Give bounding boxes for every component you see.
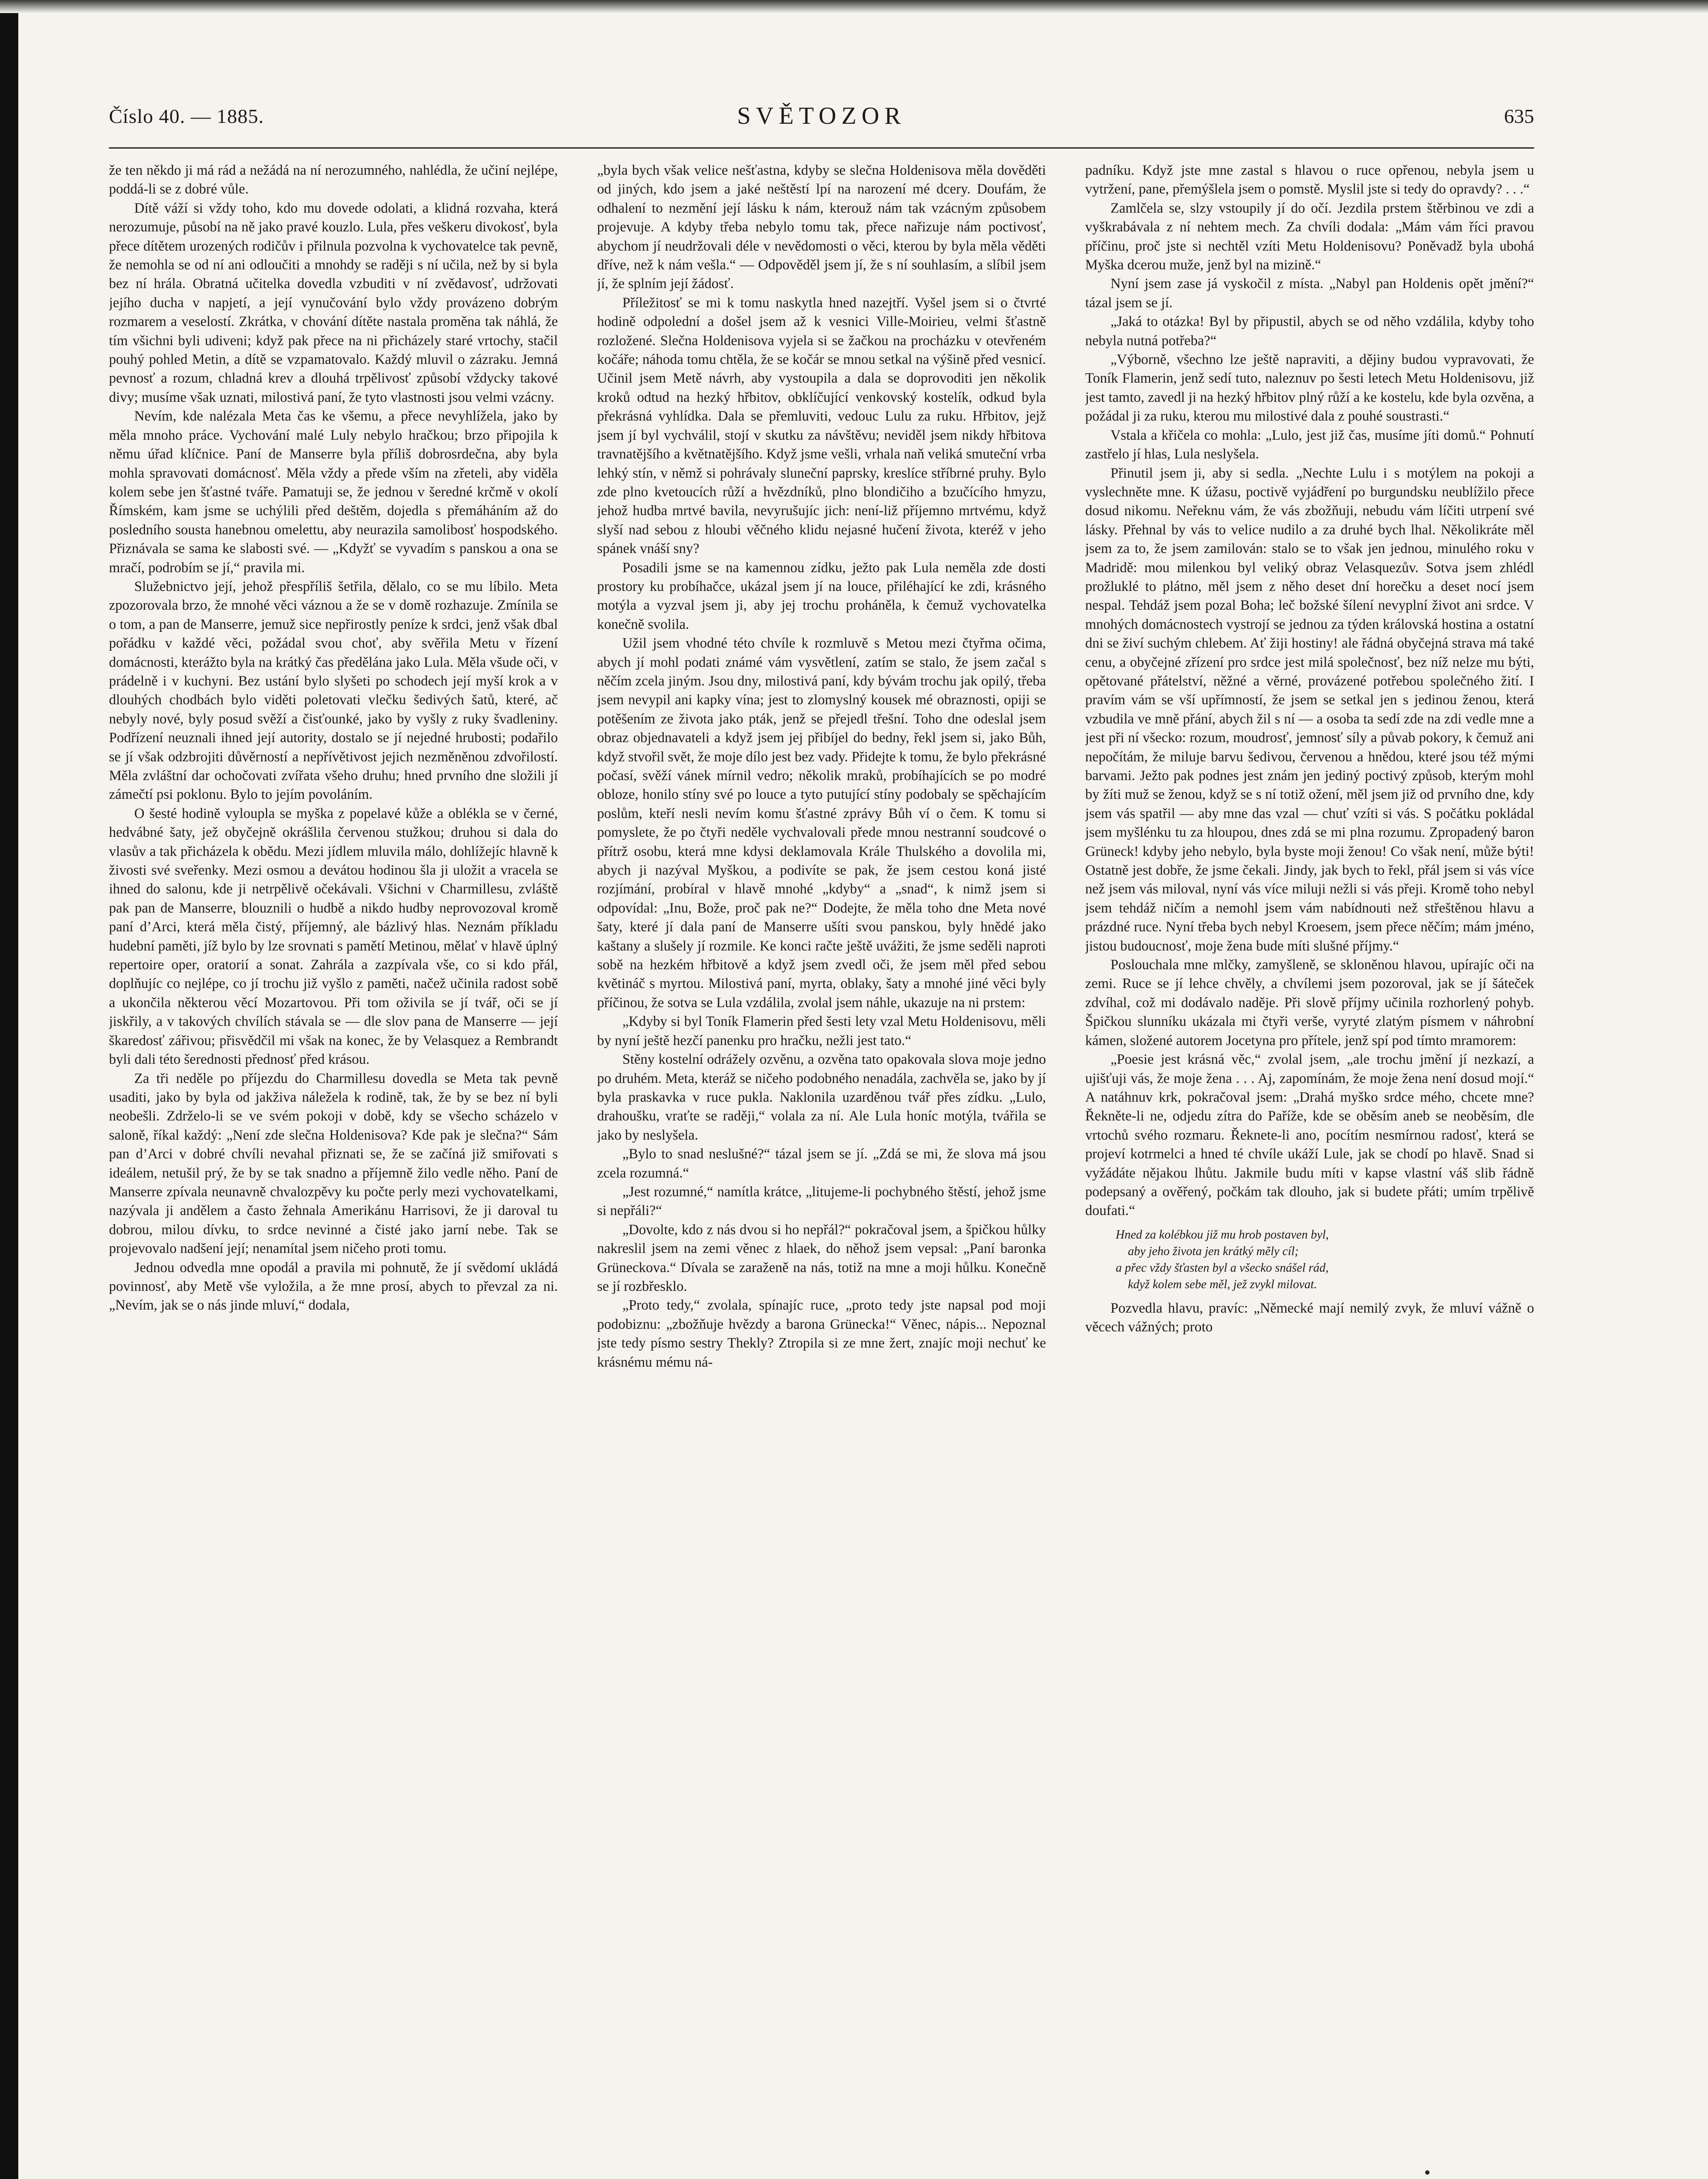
column-2 [597, 161, 1046, 2179]
issue-number: Číslo 40. — 1885. [109, 105, 264, 127]
paragraph: Stěny kostelní odrážely ozvěnu, a ozvěna tato opakovala slova moje jedno po druhém. Meta, kteráž se ničeho podobného nenadála, zachvěla se, jako by jí byla praskavka v ruce pukla. Naklonila uzarděnou tvář přes zídku. „Lulo, drahoušku, vraťte se raději,“ volala za ní. Ale Lula honíc motýla, tvářila se jako by neslyšela. [597, 1052, 1046, 1143]
magazine-title: SVĚTOZOR [737, 102, 906, 129]
paragraph: Posadili jsme se na kamennou zídku, ježto pak Lula neměla zde dosti prostory ku probíhačce, ukázal jsem jí na louce, přiléhající ke zdi, krásného motýla a vyzval jsem ji, aby jej trochu proháněla, k čemuž vychovatelka konečně svolila. [597, 560, 1046, 632]
page-number: 635 [1504, 105, 1534, 127]
paragraph: Vstala a křičela co mohla: „Lulo, jest již čas, musíme jíti domů.“ Pohnutí zastřelo jí hlas, Lula neslyšela. [1085, 427, 1534, 462]
column-1 [109, 161, 558, 2179]
page-header [109, 102, 1534, 139]
paragraph: Poslouchala mne mlčky, zamyšleně, se skloněnou hlavou, upírajíc oči na zemi. Ruce se jí lehce chvěly, a chvílemi jsem pozoroval, jak se jí šáteček zdvíhal, což mi dodávalo naděje. Při slově příjmy učinila rozhorlený pohyb. Špičkou slunníku ukázala mi čtyři verše, vyryté zlatým písmem v náhrobní kámen, složené autorem Jocetyna pro přítele, jenž spí pod tímto mramorem: [1085, 957, 1534, 1049]
paragraph: „Bylo to snad neslušné?“ tázal jsem se jí. „Zdá se mi, že slova má jsou zcela rozumná.“ [597, 1146, 1046, 1181]
article-body [109, 161, 1534, 2179]
paragraph: „Výborně, všechno lze ještě napraviti, a dějiny budou vypravovati, že Toník Flamerin, jenž sedí tuto, naleznuv po šesti letech Metu Holdenisovu, již jest tamto, zavedl ji na hezký hřbitov plný růží a ke kostelu, kde byla ozvěna, a požádal ji za ruku, kterou mu milostivé dala z pouhé soustrasti.“ [1085, 352, 1534, 424]
print-speck [1425, 2170, 1430, 2175]
paragraph: Jednou odvedla mne opodál a pravila mi pohnutě, že jí svědomí ukládá povinnosť, aby Metě vše vyložila, a že mne prosí, abych to převzal za ni. „Nevím, jak se o nás jinde mluví,“ dodala, [109, 1259, 558, 1314]
paragraph: „Jaká to otázka! Byl by připustil, abych se od něho vzdálila, kdyby toho nebyla nutná potřeba?“ [1085, 314, 1534, 349]
paragraph: „byla bych však velice nešťastna, kdyby se slečna Holdenisova měla dověděti od jiných, kdo jsem a jaké neštěstí lpí na narození mé dcery. Doufám, že odhalení to nezmění její lásku k nám, kterouž nám tak vzácným způsobem projevuje. A kdyby třeba nebylo tomu tak, přece nařizuje nám poctivosť, abychom jí neudržovali déle v nevědomosti o věci, kterou by byla měla věděti dříve, než k nám vešla.“ — Odpověděl jsem jí, že s ní souhlasím, a slíbil jsem jí, že splním její žádosť. [597, 163, 1046, 292]
paragraph: „Dovolte, kdo z nás dvou si ho nepřál?“ pokračoval jsem, a špičkou hůlky nakreslil jsem na zemi věnec z hlaek, do něhož jsem vepsal: „Paní baronka Grüneckova.“ Dívala se zaraženě na nás, totiž na mne a moji hůlku. Konečně se jí rozbřesklo. [597, 1222, 1046, 1294]
paragraph: padníku. Když jste mne zastal s hlavou o ruce opřenou, nebyla jsem u vytržení, pane, přemýšlela jsem o pomstě. Myslil jste si tedy do opravdy? . . .“ [1085, 163, 1534, 197]
paragraph: Zamlčela se, slzy vstoupily jí do očí. Jezdila prstem štěrbinou ve zdi a vyškrabávala z ní nehtem mech. Za chvíli dodala: „Mám vám říci pravou příčinu, proč jste si nechtěl vzíti Metu Holdenisovu? Poněvadž byla ubohá Myška dcerou muže, jenž byl na mizině.“ [1085, 200, 1534, 273]
paragraph: Nevím, kde nalézala Meta čas ke všemu, a přece nevyhlížela, jako by měla mnoho práce. Vychování malé Luly nebylo hračkou; brzo připojila k němu úřad klíčnice. Paní de Manserre byla příliš dobrosrdečna, aby byla mohla spravovati domácnosť. Měla vždy a přede vším na zřeteli, aby viděla kolem sebe jen šťastné tváře. Pamatuji se, že jednou v šeredné krčmě v okolí Římském, kam jsme se uchýlili před deštěm, dojedla s přemáháním až do posledního sousta hanebnou omelettu, aby neurazila samolibosť hospodského. Přiznávala se sama ke slabosti své. — „Kdyžť se vyvadím s panskou a ona se mračí, podrobím se jí,“ pravila mi. [109, 408, 558, 576]
paragraph: že ten někdo ji má rád a nežádá na ní nerozumného, nahlédla, že učiní nejlépe, poddá-li se z dobré vůle. [109, 163, 558, 197]
paragraph: „Jest rozumné,“ namítla krátce, „litujeme-li pochybného štěstí, jehož jsme si nepřáli?“ [597, 1184, 1046, 1219]
paragraph: „Proto tedy,“ zvolala, spínajíc ruce, „proto tedy jste napsal pod moji podobiznu: „zbožňuje hvězdy a barona Grünecka!“ Věnec, nápis... Nepoznal jste tedy písmo sestry Thekly? Ztropila si ze mne žert, znajíc moji nechuť ke krásnému mému ná- [597, 1297, 1046, 1370]
header-rule [109, 147, 1534, 149]
paragraph: Služebnictvo její, jehož přespříliš šetřila, dělalo, co se mu líbilo. Meta zpozorovala brzo, že mnohé věci váznou a že se v domě rozhazuje. Zmínila se o tom, a pan de Manserre, jemuž sice nepřirostly peníze k srdci, jenž však dbal pořádku v každé věci, požádal svou choť, aby svěřila Metu v řízení domácnosti, kterážto byla na krátký čas předělána jako Lula. Měla všude oči, v prádelně i v kuchyni. Bez ustání bylo slyšeti po schodech její myší krok a v dlouhých chodbách bylo viděti poletovati vlečku šedivých šatů, které, ač nebyly nové, byly posud svěží a čisťounké, jako by vyšly z ruky švadleniny. Podřízení neuznali ihned její autority, dostalo se jí nejedné hrubosti; podařilo se jí však odzbrojiti důvěrností a nepřívětivost jejich nezměněnou zdvořilostí. Měla zvláštní dar ochočovati zvířata všeho druhu; hned prvního dne složili jí zámečtí psi poklonu. Bylo to jejím povoláním. [109, 578, 558, 803]
column-3 [1085, 161, 1534, 2179]
paragraph: Za tři neděle po příjezdu do Charmillesu dovedla se Meta tak pevně usaditi, jako by byla od jakživa náležela k rodině, tak, že by se bez ní byli neobešli. Zdrželo-li se ve svém pokoji v době, kdy se všecho scházelo v saloně, říkal každý: „Není zde slečna Holdenisova? Kde pak je slečna?“ Sám pan d’Arci v dobré chvíli nevahal přiznati se, že se začíná již smiřovati s ideálem, netušil prý, že by se tak snadno a příjemně žilo vedle něho. Paní de Manserre zpívala neunavně chvalozpěvy ku počte perly mezi vychovatelkami, nazývala ji andělem a často žehnala Amerikánu Harrisovi, že ji daroval tu dobrou, milou dívku, to srdce nevinné a čisté jako jarní nebe. Tak se projevovalo nadšení její; nenamítal jsem ničeho proti tomu. [109, 1070, 558, 1257]
verse-line: když kolem sebe měl, jež zvykl milovat. [1128, 1277, 1317, 1291]
paragraph: Přinutil jsem ji, aby si sedla. „Nechte Lulu i s motýlem na pokoji a vyslechněte mne. K úžasu, poctivě vyjádření po burgundsku neublížilo přece dosud nikomu. Neřeknu vám, že vás zbožňuji, nebudu vám líčiti utrpení své lásky. Přehnal by vás to velice nudilo a za druhé bych lhal. Několikráte měl jsem za to, že jsem zamilován: stalo se to však jen jednou, minulého roku v Madridě: mou milenkou byl veliký obraz Velasquezův. Sotva jsem zhlédl prožluklé to plátno, měl jsem z něho deset dní horečku a deset nocí jsem nespal. Tehdáž jsem pozal Boha; leč božské šílení nevyplní život ani srdce. V mnohých domácnostech vystrojí se jednou za týden královská hostina a ostatní dni se živí suchým chlebem. Ať žiji hostiny! ale řádná obyčejná strava má také cenu, a obyčejné zřízení pro srdce jest milá společnosť, bez níž nelze mu býti, opětované přátelství, něžné a věrné, provázené potřebou společného žití. I pravím vám se vší upřímností, že jsem se setkal jen s jedinou ženou, která vzbudila ve mně přání, abych žil s ní — a osoba ta sedí zde na zdi vedle mne a jest při ní všecko: rozum, moudrosť, jemnosť síly a půvab pokory, k čemuž ani nepočítám, že miluje barvu šedivou, červenou a hnědou, které jsou též mými barvami. Ježto pak podnes jest znám jen jediný poctivý způsob, kterým mohl by žíti muž se ženou, když se s ní totiž ožení, měl jsem již od prvního dne, kdy jsem vás spatřil — aby mne das vzal — chuť vzíti si vás. S počátku pokládal jsem myšlénku tu za hloupou, dnes zdá se mi plna rozumu. Zpropadený baron Grüneck! kdyby jeho nebylo, byla byste moji ženou! Co však není, může býti! Ostatně jest dobře, že jsme čekali. Jindy, jak bych to řekl, přál jsem si vás více než jsem vás miloval, nyní vás více miluji nežli si vás přeji. Kromě toho nebyl jsem tehdáž ničím a nemohl jsem vám nabídnouti než střeštěnou hlavu a prázdné ruce. Nyní třeba bych nebyl Kroesem, jsem přece něčím; mám jméno, jistou budoucnosť, moje žena bude míti slušné příjmy.“ [1085, 465, 1534, 954]
paragraph: O šesté hodině vyloupla se myška z popelavé kůže a oblékla se v černé, hedvábné šaty, jež obyčejně okrášlila červenou stužkou; druhou si dala do vlasův a tak přicházela k obědu. Mezi jídlem mluvila málo, dohlížejíc hlavně k živosti své sveřenky. Mezi osmou a devátou hodinou šla ji uložit a vracela se ihned do salonu, kde ji netrpělivě očekávali. Všichni v Charmillesu, zvláště pak pan de Manserre, blouznili o hudbě a nikdo hudby neprovozoval kromě paní d’Arci, která měla čistý, příjemný, ale bázlivý hlas. Neznám příkladu hudební paměti, jíž bylo by lze srovnati s pamětí Metinou, mělať v hlavě úplný repertoire oper, oratorií a sonat. Zahrála a zazpívala vše, co si kdo přál, doplňujíc co nejlépe, co jí trochu již vyšlo z paměti, načež učinila radost sobě a ukončila některou věcí Mozartovou. Při tom oživila se jí tvář, oči se jí jiskřily, a v takových chvílích stávala se — dle slov pana de Manserre — její škaredosť zářivou; přisvědčil mi však na konec, že by Velasquez a Rembrandt byli dali této šerednosti přednosť před krásou. [109, 805, 558, 1068]
epitaph-verse [1116, 1227, 1534, 1293]
verse-line: aby jeho života jen krátký měly cíl; [1128, 1244, 1299, 1258]
paragraph: Užil jsem vhodné této chvíle k rozmluvě s Metou mezi čtyřma očima, abych jí mohl podati známé vám vysvětlení, zatím se stalo, že jsem začal s něčím zcela jiným. Jsou dny, milostivá paní, kdy bývám trochu jak opilý, třeba jsem nevypil ani kapky vína; jest to zlomyslný kousek mé obraznosti, opiji se potěšením ze života jako pták, jenž se přejedl třešní. Toho dne odeslal jsem obraz objednavateli a když jsem jej přibíjel do bedny, řekl jsem si, jako Bůh, když stvořil svět, že moje dílo jest bez vady. Přidejte k tomu, že bylo překrásné počasí, svěží vánek mírnil vedro; několik mraků, probíhajících se po modré obloze, honilo stíny své po louce a tyto putující stíny podobaly se spěchajícím poslům, kteří nesli nevím komu šťastné zprávy Bůh ví o čem. K tomu si pomyslete, že po čtyři neděle vychvalovali přede mnou nestranní soudcové o přítrž osobu, která mne kdysi deklamovala Krále Thulského a dovolila mi, abych ji nazýval Myškou, a podivíte se pak, že jsem cestou koná jisté rozjímání, probíral v hlavě mnohé „kdyby“ a „snad“, k nimž jsem si odpovídal: „Inu, Bože, proč pak ne?“ Dodejte, že měla toho dne Meta nové šaty, které jí dala paní de Manserre ušíti svou panskou, byly hnědé jako kaštany a slušely jí rozmile. Ke konci račte ještě uvážiti, že jsme seděli naproti sobě na hezkém hřbitově a když jsem zvedl oči, že jsem měl před sebou květináč s myrtou. Milostivá paní, myrta, oblaky, šaty a mnohé jiné věci byly příčinou, že sotva se Lula vzdálila, zvolal jsem náhle, ukazuje na ni prstem: [597, 635, 1046, 1011]
verse-line: Hned za kolébkou již mu hrob postaven byl, [1116, 1228, 1329, 1242]
paragraph: Pozvedla hlavu, pravíc: „Německé mají nemilý zvyk, že mluví vážně o věcech vážných; proto [1085, 1300, 1534, 1335]
paragraph: Příležitosť se mi k tomu naskytla hned nazejtří. Vyšel jsem si o čtvrté hodině odpolední a došel jsem až k vesnici Ville-Moirieu, velmi šťastně rozložené. Slečna Holdenisova vyjela si se žačkou na procházku v otevřeném kočáře; náhoda tomu chtěla, že se kočár se mnou setkal na výšině před vesnicí. Učinil jsem Metě návrh, aby vystoupila a dala se doprovoditi jen několik kroků odtud na hezký hřbitov, obklíčující venkovský kostelík, odkud byla překrásná vyhlídka. Dala se přemluviti, vedouc Lulu za ruku. Hřbitov, jejž jsem jí byl vychválil, stojí v skutku za návštěvu; neviděl jsem nikdy hřbitova travnatějšího a květnatějšího. Když jsme vešli, vrhala naň veliká smuteční vrba lehký stín, v němž si pohrávaly sluneční paprsky, kreslíce stříbrné pruhy. Bylo zde plno kvetoucích růží a hvězdníků, plno blondičiho a bzučícího hmyzu, jehož hudba mrtvé bavila, nevyrušujíc jich: není-liž příjemno mrtvému, když slyší nad sebou z hloubi věčného klidu nejasné hučení života, kteréž v jeho spánek vnáší sny? [597, 295, 1046, 557]
paragraph: Nyní jsem zase já vyskočil z místa. „Nabyl pan Holdenis opět jmění?“ tázal jsem se jí. [1085, 276, 1534, 311]
paragraph: Dítě váží si vždy toho, kdo mu dovede odolati, a klidná rozvaha, která nerozumuje, působí na ně jako pravé kouzlo. Lula, přes veškeru divokosť, byla přece dítětem urozených rodičův i přilnula pozvolna k vychovatelce tak pevně, že nemohla se od ní ani odloučiti a mnohdy se raději s ní učila, než by si byla bez ní hrála. Obratná učitelka dovedla vzbuditi v ní zvědavosť, udržovati jejího ducha v napjetí, a její vynučování bylo vždy provázeno dobrým rozmarem a veselostí. Zkrátka, v chování dítěte nastala proměna tak náhlá, že tím všichni byli udiveni; když pak přece na ni přicházely staré vrtochy, stačil pouhý pohled Metin, a dítě se vzpamatovalo. Každý mluvil o zázraku. Jemná pevnosť a rozum, chladná krev a dlouhá trpělivosť způsobí vždycky takové divy; musíme však uznati, milostivá paní, že tyto vlastnosti jsou velmi vzácny. [109, 200, 558, 405]
verse-line: a přec vždy šťasten byl a všecko snášel rád, [1116, 1261, 1329, 1275]
paragraph: „Kdyby si byl Toník Flamerin před šesti lety vzal Metu Holdenisovu, měli by nyní ještě hezčí panenku pro hračku, nežli jest tato.“ [597, 1014, 1046, 1049]
paragraph: „Poesie jest krásná věc,“ zvolal jsem, „ale trochu jmění jí nezkazí, a ujišťuji vás, že moje žena . . . Aj, zapomínám, že moje žena není dosud mojí.“ A natáhnuv krk, pokračoval jsem: „Drahá myško srdce mého, chcete mne? Řekněte-li ne, odjedu zítra do Paříže, kde se oběsím aneb se neoběsím, dle vrtochů svého rozmaru. Řeknete-li ano, pocítím nesmírnou radosť, která se projeví kotrmelci a hned té chvíle ukáží Lule, jak se chodí po hlavě. Snad si vyžádáte nějakou lhůtu. Jakmile budu míti v kapse vlastní váš slib řádně podepsaný a ověřený, počkám tak dlouho, jak si budete přáti; umím trpělivě doufati.“ [1085, 1052, 1534, 1219]
scan-edge-top [0, 0, 1708, 13]
scan-edge [0, 0, 18, 2179]
